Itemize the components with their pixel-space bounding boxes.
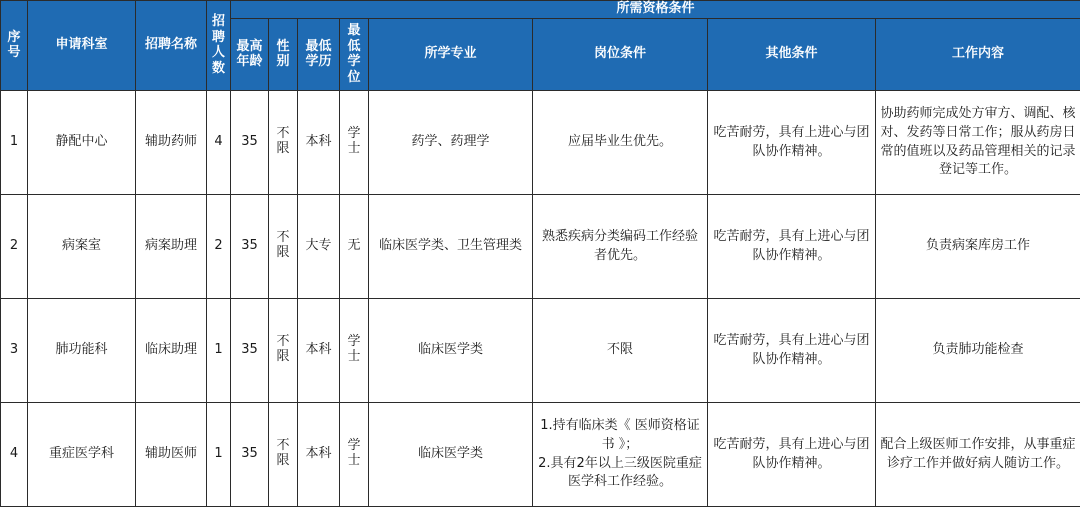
cell-no: 4: [1, 403, 28, 507]
cell-gender: 不限: [269, 299, 298, 403]
cell-gender: 不限: [269, 195, 298, 299]
cell-department: 重症医学科: [28, 403, 136, 507]
header-other: 其他条件: [708, 19, 876, 91]
cell-other: 吃苦耐劳，具有上进心与团队协作精神。: [708, 403, 876, 507]
cell-major: 药学、药理学: [369, 91, 533, 195]
cell-count: 1: [207, 299, 231, 403]
cell-age: 35: [231, 195, 269, 299]
cell-other: 吃苦耐劳，具有上进心与团队协作精神。: [708, 91, 876, 195]
cell-position: 辅助医师: [136, 403, 207, 507]
cell-age: 35: [231, 403, 269, 507]
table-row: [1, 195, 1080, 299]
header-degree: 最低学位: [340, 19, 369, 91]
cell-count: 2: [207, 195, 231, 299]
cell-age: 35: [231, 299, 269, 403]
cell-conditions: 1.持有临床类《 医师资格证书 》； 2.具有2年以上三级医院重症医学科工作经验。: [533, 403, 708, 507]
table-row: [1, 91, 1080, 195]
cell-education: 本科: [298, 91, 340, 195]
cell-age: 35: [231, 91, 269, 195]
cell-department: 肺功能科: [28, 299, 136, 403]
cell-duties: 协助药师完成处方审方、调配、核对、发药等日常工作；服从药房日常的值班以及药品管理相关的记录登记等工作。: [876, 91, 1080, 195]
cell-conditions: 不限: [533, 299, 708, 403]
cell-education: 大专: [298, 195, 340, 299]
header-major: 所学专业: [369, 19, 533, 91]
cell-department: 病案室: [28, 195, 136, 299]
cell-count: 4: [207, 91, 231, 195]
header-position: 招聘名称: [136, 1, 207, 91]
cell-duties: 负责肺功能检查: [876, 299, 1080, 403]
cell-degree: 无: [340, 195, 369, 299]
header-row-top: [1, 1, 1080, 19]
cell-position: 病案助理: [136, 195, 207, 299]
cell-conditions: 应届毕业生优先。: [533, 91, 708, 195]
header-gender: 性别: [269, 19, 298, 91]
cell-no: 3: [1, 299, 28, 403]
cell-duties: 配合上级医师工作安排，从事重症诊疗工作并做好病人随访工作。: [876, 403, 1080, 507]
cell-degree: 学士: [340, 403, 369, 507]
cell-other: 吃苦耐劳，具有上进心与团队协作精神。: [708, 195, 876, 299]
cell-major: 临床医学类: [369, 403, 533, 507]
table-row: [1, 403, 1080, 507]
header-max-age: 最高年龄: [231, 19, 269, 91]
header-qualification-group: 所需资格条件: [231, 1, 1080, 19]
cell-duties: 负责病案库房工作: [876, 195, 1080, 299]
header-count: 招聘人数: [207, 1, 231, 91]
header-duties: 工作内容: [876, 19, 1080, 91]
cell-position: 辅助药师: [136, 91, 207, 195]
cell-major: 临床医学类、卫生管理类: [369, 195, 533, 299]
cell-gender: 不限: [269, 403, 298, 507]
cell-education: 本科: [298, 299, 340, 403]
cell-no: 2: [1, 195, 28, 299]
cell-other: 吃苦耐劳，具有上进心与团队协作精神。: [708, 299, 876, 403]
cell-no: 1: [1, 91, 28, 195]
header-department: 申请科室: [28, 1, 136, 91]
cell-count: 1: [207, 403, 231, 507]
cell-major: 临床医学类: [369, 299, 533, 403]
header-conditions: 岗位条件: [533, 19, 708, 91]
cell-department: 静配中心: [28, 91, 136, 195]
cell-conditions: 熟悉疾病分类编码工作经验者优先。: [533, 195, 708, 299]
table-row: [1, 299, 1080, 403]
cell-gender: 不限: [269, 91, 298, 195]
cell-degree: 学士: [340, 91, 369, 195]
cell-position: 临床助理: [136, 299, 207, 403]
header-no: 序号: [1, 1, 28, 91]
cell-education: 本科: [298, 403, 340, 507]
header-education: 最低学历: [298, 19, 340, 91]
cell-degree: 学士: [340, 299, 369, 403]
